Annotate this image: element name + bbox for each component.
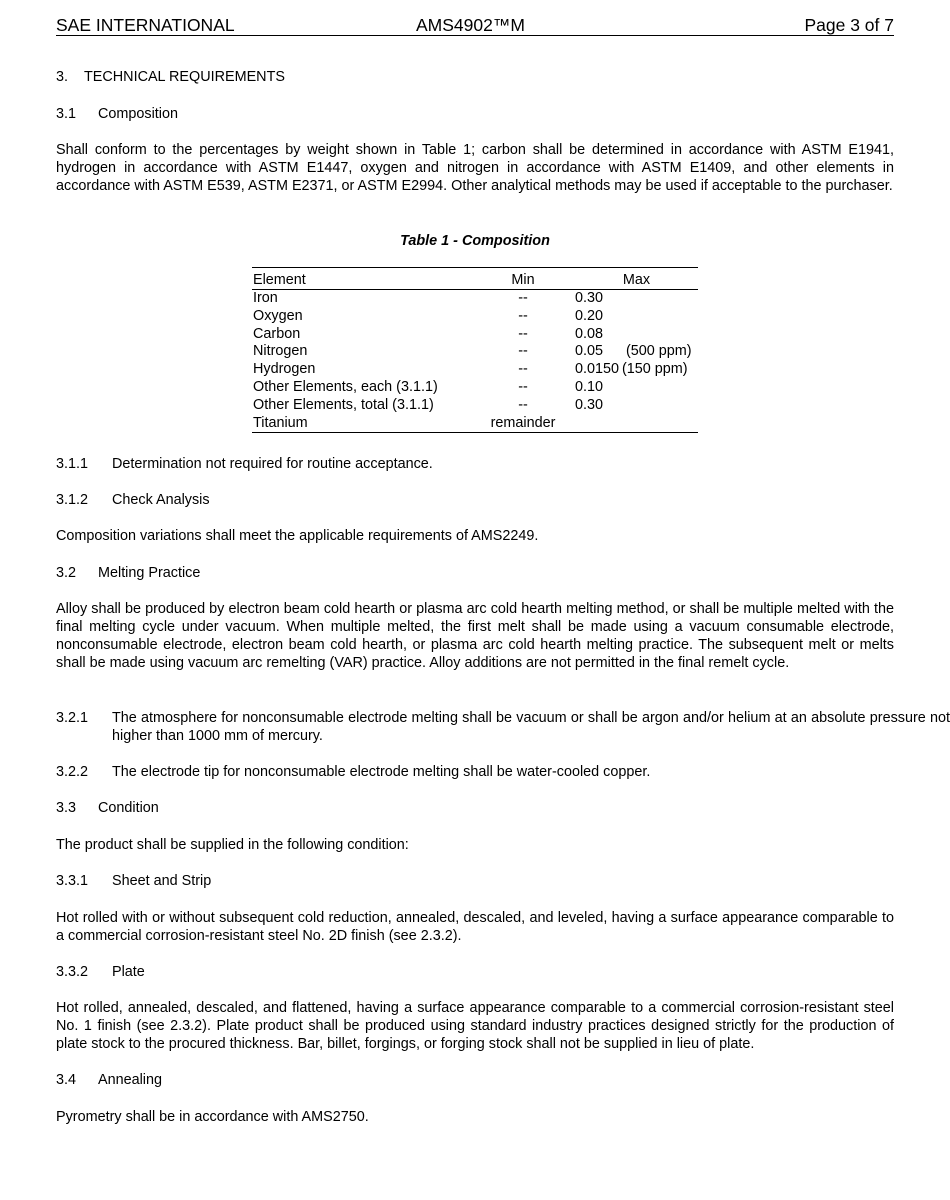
composition-paragraph: Shall conform to the percentages by weight shown in Table 1; carbon shall be determined in accordance with ASTM E1941, hydrogen in accordance with ASTM E1447, oxygen and nitrogen in accordance with ASTM E1409, and other elements in accordance with ASTM E539, ASTM E2371, or ASTM E2994. Other analytical methods may be used if acceptable to the purchaser. bbox=[56, 142, 894, 194]
table-row: Carbon -- 0.08 bbox=[253, 325, 604, 342]
condition-paragraph: The product shall be supplied in the following condition: bbox=[56, 837, 409, 853]
header-page-number: Page 3 of 7 bbox=[804, 15, 894, 35]
sheet-strip-paragraph: Hot rolled with or without subsequent cold reduction, annealed, descaled, and leveled, having a surface appearance comparable to a commercial corrosion-resistant steel No. 2D finish (see 2.3.2). bbox=[56, 910, 894, 944]
composition-table bbox=[252, 267, 698, 433]
section-heading-3-3-2: 3.3.2 Plate bbox=[56, 964, 145, 980]
section-heading-3-2: 3.2 Melting Practice bbox=[56, 565, 201, 581]
table-header-row bbox=[252, 268, 698, 290]
section-heading-3-3-1: 3.3.1 Sheet and Strip bbox=[56, 873, 212, 889]
clause-3-2-2: 3.2.2 The electrode tip for nonconsumable electrode melting shall be water-cooled copper. bbox=[56, 764, 651, 780]
table-row: Other Elements, each (3.1.1) -- 0.10 bbox=[253, 378, 604, 395]
melting-practice-paragraph: Alloy shall be produced by electron beam cold hearth or plasma arc cold hearth melting method, or shall be multiple melted with the final melting cycle under vacuum. When multiple melted, the first melt shall be made using a vacuum consumable electrode, nonconsumable electrode, electron beam cold hearth, or plasma arc cold hearth melting practice. The subsequent melt or melts shall be made using vacuum arc remelting (VAR) practice. Alloy additions are not permitted in the final remelt cycle. bbox=[56, 601, 894, 671]
header-min: Min bbox=[511, 272, 535, 288]
table-row: Oxygen -- 0.20 bbox=[253, 307, 604, 324]
section-heading-3-3: 3.3 Condition bbox=[56, 800, 159, 816]
table-row: Other Elements, total (3.1.1) -- 0.30 bbox=[253, 396, 604, 413]
page-header bbox=[56, 15, 894, 36]
header-organization: SAE INTERNATIONAL bbox=[56, 15, 235, 35]
section-heading-3-1-2: 3.1.2 Check Analysis bbox=[56, 492, 210, 508]
table-row: Iron -- 0.30 bbox=[253, 290, 604, 306]
table-row: Nitrogen -- 0.05 (500 ppm) bbox=[253, 343, 692, 360]
table-caption: Table 1 - Composition bbox=[400, 233, 550, 249]
check-analysis-paragraph: Composition variations shall meet the applicable requirements of AMS2249. bbox=[56, 528, 539, 544]
section-heading-3-1: 3.1 Composition bbox=[56, 106, 178, 122]
header-element: Element bbox=[253, 272, 306, 288]
table-row: Titanium remainder bbox=[253, 414, 556, 431]
section-heading-3: 3. TECHNICAL REQUIREMENTS bbox=[56, 69, 285, 85]
header-max: Max bbox=[622, 272, 651, 288]
header-document-number: AMS4902™M bbox=[416, 15, 525, 35]
clause-3-1-1: 3.1.1 Determination not required for routine acceptance. bbox=[56, 456, 433, 472]
plate-paragraph: Hot rolled, annealed, descaled, and flattened, having a surface appearance comparable to a commercial corrosion-resistant steel No. 1 finish (see 2.3.2). Plate product shall be produced using standard industry practices designed strictly for the production of plate stock to the procured thickness. Bar, billet, forgings, or forging stock shall not be supplied in lieu of plate. bbox=[56, 1000, 894, 1052]
clause-3-2-1: 3.2.1 The atmosphere for nonconsumable electrode melting shall be vacuum or shall be argon and/or helium at an absolute pressure not higher than 1000 mm of mercury. bbox=[56, 710, 950, 744]
section-heading-3-4: 3.4 Annealing bbox=[56, 1072, 163, 1088]
annealing-paragraph: Pyrometry shall be in accordance with AMS2750. bbox=[56, 1109, 369, 1125]
table-row: Hydrogen -- 0.0150 (150 ppm) bbox=[253, 361, 688, 378]
